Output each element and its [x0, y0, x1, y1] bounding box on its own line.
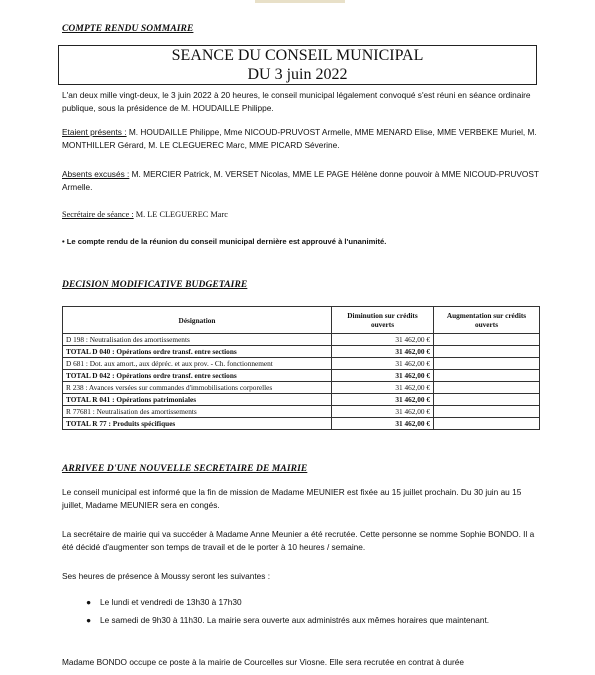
title-box — [58, 45, 537, 85]
list-item — [62, 596, 540, 609]
secretary-para-2: La secrétaire de mairie qui va succéder à Madame Anne Meunier a été recrutée. Cette personne se nomme Sophie BONDO. Il a été décidé d'augmenter son temps de travail et de le porter à 10 heures / semaine. — [62, 529, 535, 552]
present-label: Etaient présents : — [62, 127, 127, 137]
cell-diminution: 31 462,00 € — [332, 334, 434, 346]
excused-text: M. MERCIER Patrick, M. VERSET Nicolas, MME LE PAGE Hélène donne pouvoir à MME NICOUD-PRUVOST Armelle. — [62, 169, 539, 192]
cell-designation: D 198 : Neutralisation des amortissements — [63, 334, 332, 346]
cell-augmentation — [434, 406, 540, 418]
secretary-para-1: Le conseil municipal est informé que la fin de mission de Madame MEUNIER est fixée au 15 juillet prochain. Du 30 juin au 15 juillet, Madame MEUNIER sera en congés. — [62, 487, 522, 510]
cell-designation: TOTAL D 042 : Opérations ordre transf. entre sections — [63, 370, 332, 382]
table-row — [63, 346, 540, 358]
cell-diminution: 31 462,00 € — [332, 406, 434, 418]
cell-augmentation — [434, 382, 540, 394]
cell-augmentation — [434, 370, 540, 382]
header-label: COMPTE RENDU SOMMAIRE — [62, 24, 194, 34]
budget-table — [62, 306, 540, 430]
bullet-icon: ● — [86, 615, 92, 625]
list-item — [62, 614, 540, 627]
table-row — [63, 406, 540, 418]
cell-augmentation — [434, 394, 540, 406]
secretary-para-4: Madame BONDO occupe ce poste à la mairie de Courcelles sur Viosne. Elle sera recrutée en contrat à durée — [62, 657, 464, 667]
approval-paragraph: • Le compte rendu de la réunion du conseil municipal dernière est approuvé à l'unanimité. — [62, 237, 387, 246]
cell-designation: TOTAL D 040 : Opérations ordre transf. entre sections — [63, 346, 332, 358]
present-paragraph — [62, 126, 540, 152]
cell-diminution: 31 462,00 € — [332, 418, 434, 430]
cell-diminution: 31 462,00 € — [332, 370, 434, 382]
col-augmentation: Augmentation sur crédits ouverts — [434, 307, 540, 334]
cell-designation: D 681 : Dot. aux amort., aux dépréc. et aux prov. - Ch. fonctionnement — [63, 358, 332, 370]
budget-body — [63, 334, 540, 430]
table-row — [63, 418, 540, 430]
table-row — [63, 334, 540, 346]
cell-designation: TOTAL R 77 : Produits spécifiques — [63, 418, 332, 430]
cell-augmentation — [434, 418, 540, 430]
present-text: M. HOUDAILLE Philippe, Mme NICOUD-PRUVOST Armelle, MME MENARD Elise, MME VERBEKE Muriel, M. MONTHILLER Gérard, M. LE CLEGUEREC Marc, MME PICARD Séverine. — [62, 127, 537, 150]
cell-designation: R 238 : Avances versées sur commandes d'immobilisations corporelles — [63, 382, 332, 394]
budget-heading: DECISION MODIFICATIVE BUDGETAIRE — [62, 280, 248, 290]
secretary-section-heading: ARRIVEE D'UNE NOUVELLE SECRETAIRE DE MAIRIE — [62, 464, 308, 474]
table-row — [63, 370, 540, 382]
cell-augmentation — [434, 346, 540, 358]
col-diminution: Diminution sur crédits ouverts — [332, 307, 434, 334]
list-item-text: Le samedi de 9h30 à 11h30. La mairie sera ouverte aux administrés aux mêmes horaires que maintenant. — [100, 615, 490, 625]
cell-augmentation — [434, 334, 540, 346]
secretary-label: Secrétaire de séance : — [62, 210, 134, 219]
cell-augmentation — [434, 358, 540, 370]
scan-mark — [255, 0, 345, 3]
secretary-para-3: Ses heures de présence à Moussy seront les suivantes : — [62, 571, 270, 581]
cell-designation: TOTAL R 041 : Opérations patrimoniales — [63, 394, 332, 406]
secretary-text: M. LE CLEGUEREC Marc — [133, 210, 228, 219]
table-row — [63, 382, 540, 394]
intro-paragraph: L'an deux mille vingt-deux, le 3 juin 2022 à 20 heures, le conseil municipal légalement convoqué s'est réuni en séance ordinaire publique, sous la présidence de M. HOUDAILLE Philippe. — [62, 90, 531, 113]
cell-diminution: 31 462,00 € — [332, 358, 434, 370]
bullet-icon: ● — [86, 597, 92, 607]
excused-label: Absents excusés : — [62, 169, 130, 179]
col-designation: Désignation — [63, 307, 332, 334]
list-item-text: Le lundi et vendredi de 13h30 à 17h30 — [100, 597, 242, 607]
title-line-2: DU 3 juin 2022 — [247, 66, 348, 83]
secretary-paragraph — [62, 208, 540, 221]
table-row — [63, 394, 540, 406]
title-line-1: SEANCE DU CONSEIL MUNICIPAL — [171, 47, 424, 64]
cell-diminution: 31 462,00 € — [332, 394, 434, 406]
budget-header-row — [63, 307, 540, 334]
cell-designation: R 77681 : Neutralisation des amortissements — [63, 406, 332, 418]
table-row — [63, 358, 540, 370]
cell-diminution: 31 462,00 € — [332, 346, 434, 358]
excused-paragraph — [62, 168, 540, 194]
schedule-list — [62, 596, 540, 627]
cell-diminution: 31 462,00 € — [332, 382, 434, 394]
